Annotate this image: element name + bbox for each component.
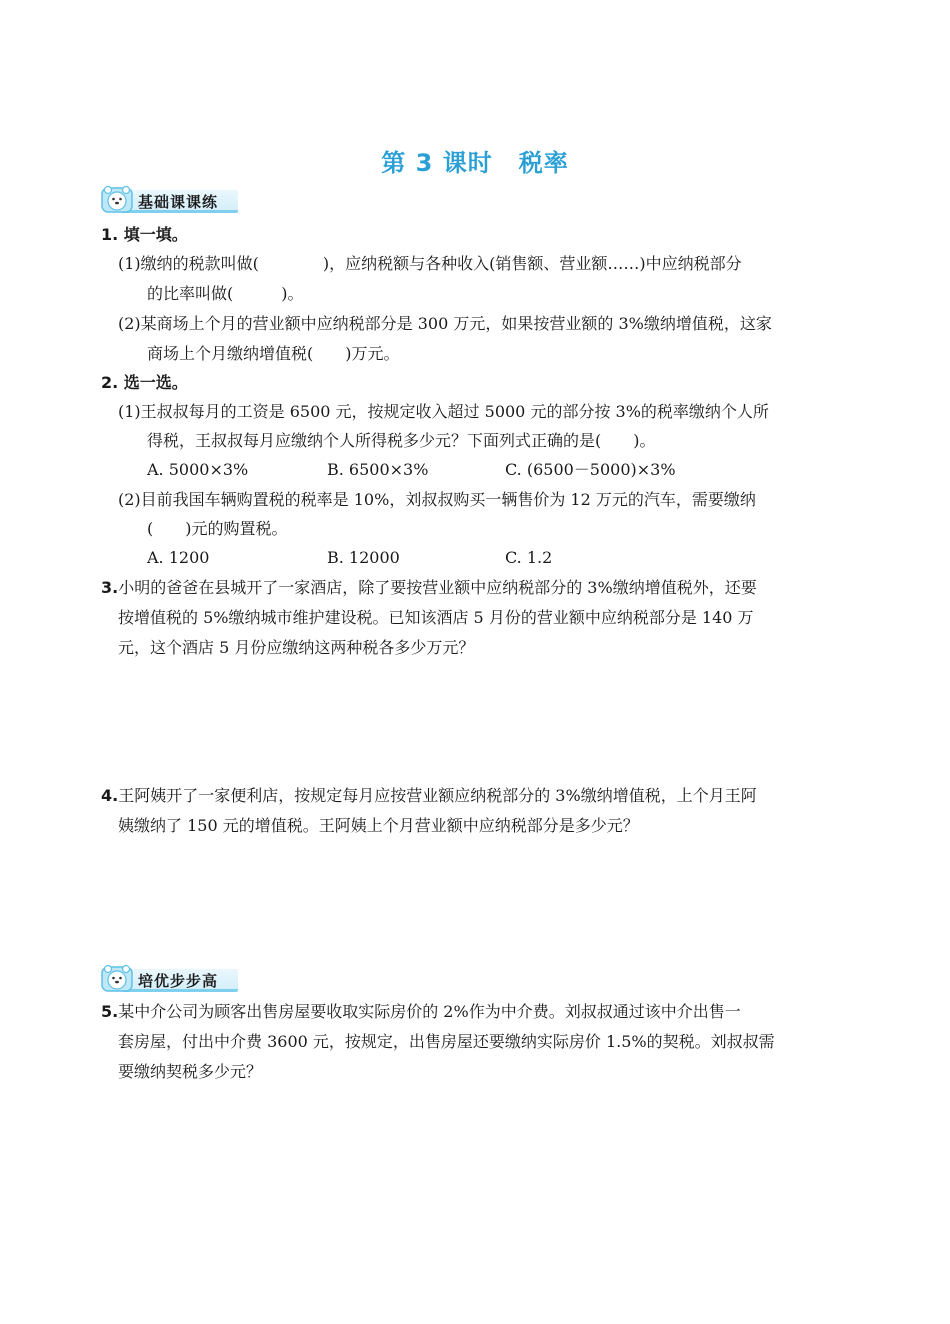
question-2-heading: 2. 选一选。 (101, 373, 188, 392)
q2-part2-line1: (2)目前我国车辆购置税的税率是 10%，刘叔叔购买一辆售价为 12 万元的汽车，需要缴纳 (118, 490, 756, 509)
q2-part1-line1: (1)王叔叔每月的工资是 6500 元，按规定收入超过 5000 元的部分按 3%的税率缴纳个人所 (118, 402, 769, 421)
q2-part1-line2: 得税，王叔叔每月应缴纳个人所得税多少元？下面列式正确的是( )。 (147, 431, 656, 450)
question-5-line3: 要缴纳契税多少元？ (118, 1062, 263, 1081)
polar-bear-icon (100, 184, 136, 214)
question-5-line2: 套房屋，付出中介费 3600 元，按规定，出售房屋还要缴纳实际房价 1.5%的契税。刘叔叔需 (118, 1032, 775, 1051)
question-3-line1: 3.小明的爸爸在县城开了一家酒店，除了要按营业额中应纳税部分的 3%缴纳增值税外，还要 (101, 578, 757, 597)
q2-part2-option-a: A. 1200 (147, 548, 210, 567)
question-3-line3: 元，这个酒店 5 月份应缴纳这两种税各多少万元？ (118, 638, 475, 657)
question-4-line1: 4.王阿姨开了一家便利店，按规定每月应按营业额应纳税部分的 3%缴纳增值税，上个月王阿 (101, 786, 757, 805)
question-5-line1: 5.某中介公司为顾客出售房屋要收取实际房价的 2%作为中介费。刘叔叔通过该中介出售一 (101, 1002, 741, 1021)
q2-part1-option-b: B. 6500×3% (327, 460, 429, 479)
section-badge-basic (100, 184, 240, 214)
lesson-topic: 税率 (518, 149, 569, 177)
section-label-basic: 基础课课练 (138, 193, 219, 211)
q2-part1-option-c: C. (6500－5000)×3% (505, 460, 676, 479)
section-label-advanced: 培优步步高 (138, 972, 219, 990)
section-badge-advanced (100, 963, 240, 993)
q2-part2-option-b: B. 12000 (327, 548, 400, 567)
question-4-line2: 姨缴纳了 150 元的增值税。王阿姨上个月营业额中应纳税部分是多少元？ (118, 816, 639, 835)
q2-part1-option-a: A. 5000×3% (147, 460, 249, 479)
polar-bear-icon (100, 963, 136, 993)
q2-part2-option-c: C. 1.2 (505, 548, 553, 567)
q1-part1-line1: (1)缴纳的税款叫做( )，应纳税额与各种收入(销售额、营业额……)中应纳税部分 (118, 254, 742, 273)
q1-part1-line2: 的比率叫做( )。 (147, 284, 304, 303)
q1-part2-line2: 商场上个月缴纳增值税( )万元。 (147, 344, 400, 363)
q2-part2-line2: ( )元的购置税。 (147, 519, 288, 538)
question-3-line2: 按增值税的 5%缴纳城市维护建设税。已知该酒店 5 月份的营业额中应纳税部分是 140 万 (118, 608, 754, 627)
question-1-heading: 1. 填一填。 (101, 225, 188, 244)
lesson-number: 第 3 课时 (381, 149, 493, 177)
q1-part2-line1: (2)某商场上个月的营业额中应纳税部分是 300 万元，如果按营业额的 3%缴纳增值税，这家 (118, 314, 772, 333)
page-title (0, 143, 950, 178)
